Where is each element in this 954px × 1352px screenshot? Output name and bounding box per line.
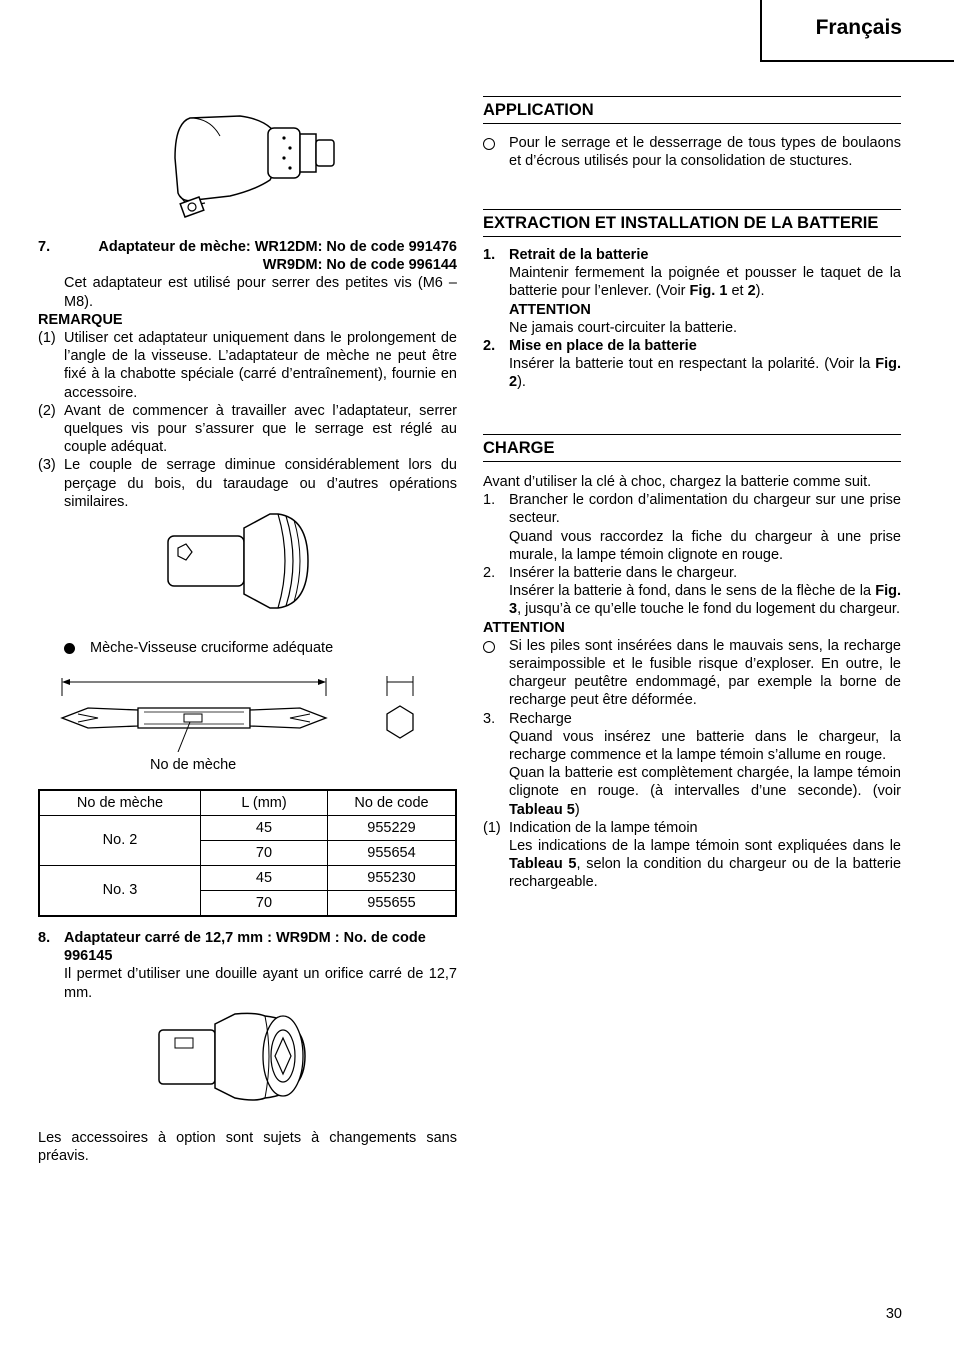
language-tab bbox=[760, 0, 954, 62]
table-cell-length: 45 bbox=[201, 866, 328, 891]
step-number: 2. bbox=[483, 338, 496, 355]
table-cell-code: 955655 bbox=[328, 891, 457, 917]
bit-adapter-illustration bbox=[160, 508, 320, 614]
step-text: Quan la batterie est complètement chargée, la lampe témoin clignote en rouge. (à intervalles d’une seconde). (voir Tableau 5) bbox=[509, 765, 901, 818]
step-text: Brancher le cordon d’alimentation du chargeur sur une prise secteur. bbox=[509, 492, 901, 527]
extraction-heading: EXTRACTION ET INSTALLATION DE LA BATTERIE bbox=[483, 209, 901, 237]
bits-table bbox=[38, 789, 457, 917]
charge-intro: Avant d’utiliser la clé à choc, chargez la batterie comme suit. bbox=[483, 474, 872, 490]
table-header: L (mm) bbox=[201, 790, 328, 816]
bullet-text: Mèche-Visseuse cruciforme adéquate bbox=[90, 640, 334, 656]
attention-text: Si les piles sont insérées dans le mauvais sens, la recharge seraimpossible et le fusible risque d’exploser. En outre, le chargeur peutêtre endommagé, par exemple la borne de recharge peut être déformée. bbox=[509, 637, 901, 709]
step-text: Maintenir fermement la poignée et pousser le taquet de la batterie pour l’enlever. (Voir Fig. 1 et 2). bbox=[509, 265, 901, 300]
application-section bbox=[483, 96, 901, 170]
charge-heading: CHARGE bbox=[483, 434, 901, 462]
remarque-text: Avant de commencer à travailler avec l’adaptateur, serrer quelques vis pour s’assurer que le serrage est réglé au couple adéquat. bbox=[64, 402, 457, 456]
remarque-label: REMARQUE bbox=[38, 311, 123, 328]
table-row bbox=[39, 866, 456, 891]
remarque-number: (1) bbox=[38, 330, 56, 347]
step-number: 2. bbox=[483, 565, 496, 582]
application-text: Pour le serrage et le desserrage de tous types de boulaons et d’écrous utilisés pour la consolidation de stuctures. bbox=[509, 135, 901, 170]
remarque-number: (3) bbox=[38, 457, 56, 474]
table-cell-code: 955654 bbox=[328, 841, 457, 866]
item-8-number: 8. bbox=[38, 930, 51, 946]
step-text: Recharge bbox=[509, 710, 572, 727]
item-7-title-line2: WR9DM: No de code 996144 bbox=[262, 257, 457, 274]
page-number: 30 bbox=[885, 1306, 902, 1322]
table-row bbox=[39, 816, 456, 841]
bullet-icon bbox=[64, 643, 75, 654]
optional-accessories-note: Les accessoires à option sont sujets à changements sans préavis. bbox=[38, 1130, 457, 1165]
item-7-section bbox=[38, 238, 457, 511]
charge-section bbox=[483, 434, 901, 892]
step-text: Insérer la batterie dans le chargeur. bbox=[509, 565, 738, 582]
attention-label: ATTENTION bbox=[509, 301, 591, 318]
item-7-title: Adaptateur de mèche: WR12DM: No de code 991476 bbox=[98, 239, 457, 255]
bit-bullet bbox=[64, 639, 333, 657]
step-text: Insérer la batterie à fond, dans le sens de la flèche de la Fig. 3, jusqu’à ce qu’elle touche le fond du logement du chargeur. bbox=[509, 583, 901, 618]
table-cell-code: 955230 bbox=[328, 866, 457, 891]
language-label: Français bbox=[815, 16, 902, 39]
remarque-text: Le couple de serrage diminue considérablement lors du perçage du bois, du taraudage ou d’autres opérations similaires. bbox=[64, 457, 457, 510]
table-cell-length: 70 bbox=[201, 841, 328, 866]
step-title: Retrait de la batterie bbox=[509, 247, 649, 263]
screwdriver-bit-illustration bbox=[58, 672, 428, 752]
attention-text: Ne jamais court-circuiter la batterie. bbox=[509, 319, 738, 336]
extraction-section bbox=[483, 209, 901, 392]
table-header-row bbox=[39, 790, 456, 816]
step-number: 3. bbox=[483, 710, 496, 727]
step-number: 1. bbox=[483, 247, 496, 263]
table-header: No de code bbox=[328, 790, 457, 816]
circle-bullet-icon bbox=[483, 641, 495, 653]
step-title: Mise en place de la batterie bbox=[509, 338, 697, 355]
item-7-body: Cet adaptateur est utilisé pour serrer des petites vis (M6 – M8). bbox=[64, 275, 457, 310]
remarque-number: (2) bbox=[38, 402, 56, 419]
circle-bullet-icon bbox=[483, 138, 495, 150]
table-cell-code: 955229 bbox=[328, 816, 457, 841]
item-8-body: Il permet d’utiliser une douille ayant un orifice carré de 12,7 mm. bbox=[64, 966, 457, 1001]
step-text: Quand vous insérez une batterie dans le chargeur, la recharge commence et la lampe témoin s’allume en rouge. bbox=[509, 728, 901, 764]
angle-adapter-illustration bbox=[160, 108, 350, 228]
sub-text: Les indications de la lampe témoin sont expliquées dans le Tableau 5, selon la condition du chargeur ou de la batterie rechargeable. bbox=[509, 838, 902, 891]
square-adapter-illustration bbox=[155, 1008, 315, 1104]
table-cell-length: 45 bbox=[201, 816, 328, 841]
table-cell-length: 70 bbox=[201, 891, 328, 917]
step-number: 1. bbox=[483, 492, 496, 509]
sub-title: Indication de la lampe témoin bbox=[509, 819, 698, 836]
step-text: Insérer la batterie tout en respectant la polarité. (Voir la Fig. 2). bbox=[509, 356, 901, 391]
sub-number: (1) bbox=[483, 819, 501, 836]
attention-label: ATTENTION bbox=[483, 619, 565, 636]
item-7-number: 7. bbox=[38, 239, 51, 255]
item-8-section bbox=[38, 929, 457, 1002]
step-text: Quand vous raccordez la fiche du chargeur à une prise murale, la lampe témoin clignote en rouge. bbox=[509, 528, 901, 563]
application-heading: APPLICATION bbox=[483, 96, 901, 124]
item-8-title: Adaptateur carré de 12,7 mm : WR9DM : No. de code 996145 bbox=[64, 930, 426, 965]
table-cell-bit: No. 2 bbox=[39, 816, 201, 866]
bit-caption: No de mèche bbox=[150, 757, 237, 773]
remarque-text: Utiliser cet adaptateur uniquement dans le prolongement de l’angle de la visseuse. L’adaptateur de mèche ne peut être fixé à la chabotte spéciale (carré d’entraînement), fournie en accessoire. bbox=[64, 330, 457, 401]
table-header: No de mèche bbox=[39, 790, 201, 816]
table-cell-bit: No. 3 bbox=[39, 866, 201, 917]
